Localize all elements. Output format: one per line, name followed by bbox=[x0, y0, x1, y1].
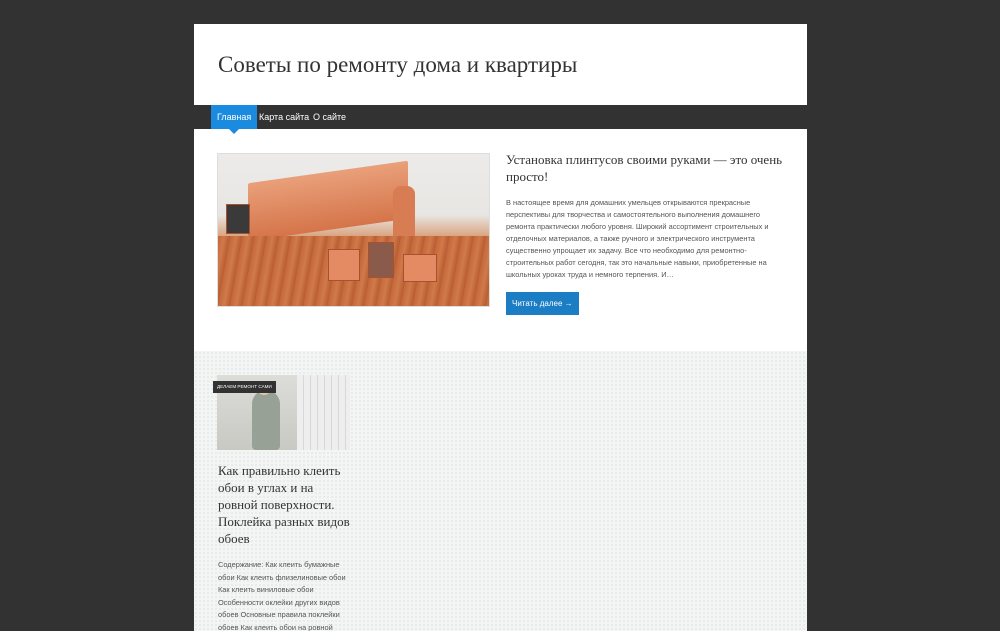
featured-post-title[interactable]: Установка плинтусов своими руками — это очень просто! bbox=[506, 152, 783, 184]
nav-item-home[interactable] bbox=[211, 105, 257, 129]
post-title[interactable]: Как правильно клеить обои в углах и на ровной поверхности. Поклейка разных видов обоев bbox=[218, 463, 350, 546]
nav-item-label: Главная bbox=[217, 112, 252, 122]
page-container bbox=[194, 24, 807, 631]
main-nav bbox=[194, 105, 807, 129]
site-title[interactable]: Советы по ремонту дома и квартиры bbox=[218, 52, 578, 77]
category-badge[interactable]: ДЕЛАЕМ РЕМОНТ САМИ bbox=[213, 381, 276, 393]
post-excerpt: Содержание: Как клеить бумажные обои Как клеить флизелиновые обои Как клеить виниловые обои Особенности оклейки других видов обоев Основные правила поклейки обоев Как клеить обои на ровной bbox=[218, 560, 346, 631]
nav-item-label: О сайте bbox=[313, 112, 347, 122]
fitting-part bbox=[328, 249, 360, 281]
nav-item-label: Карта сайта bbox=[259, 112, 310, 122]
featured-post bbox=[194, 129, 807, 351]
person-shape bbox=[252, 390, 280, 450]
fitting-part bbox=[368, 242, 394, 278]
clip-part bbox=[226, 204, 250, 234]
featured-post-excerpt: В настоящее время для домашних умельцев открываются прекрасные перспективы для творчества и самостоятельного выполнения домашнего ремонта практически любого уровня. Широкий ассортимент строительных и отделочных материалов, а также ручного и электрического инструмента существенно упрощает их задачу. Все что необходимо для ремонтно-строительных работ сегодня, так это начальные навыки, приобретенные на школьных уроках труда и немного терпения. И… bbox=[506, 198, 769, 279]
fitting-part bbox=[403, 254, 437, 282]
site-header bbox=[194, 24, 807, 105]
nav-item-about[interactable] bbox=[307, 105, 352, 129]
wallpaper-shape bbox=[297, 375, 350, 450]
baseboard-shape bbox=[248, 161, 408, 241]
posts-grid bbox=[194, 351, 807, 631]
featured-image[interactable] bbox=[217, 153, 490, 307]
read-more-button[interactable]: Читать далее → bbox=[506, 292, 579, 315]
nav-item-sitemap[interactable] bbox=[253, 105, 315, 129]
